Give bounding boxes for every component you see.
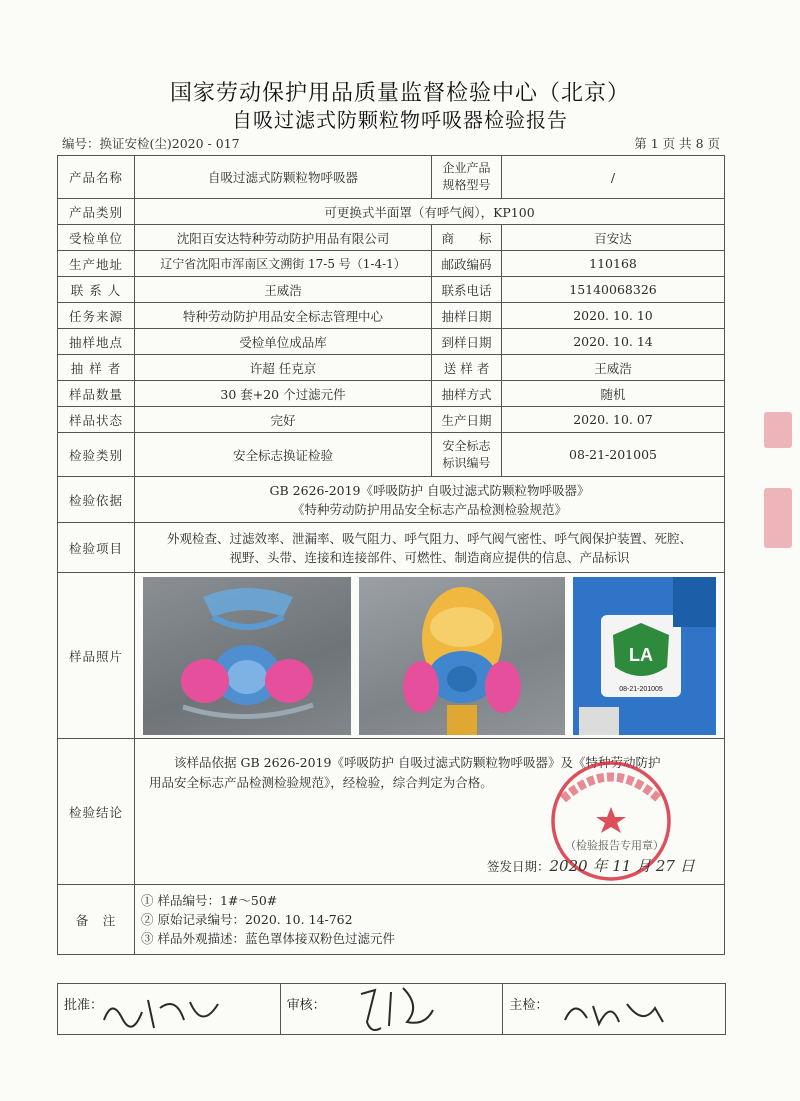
field-label: 抽 样 者 <box>58 355 135 381</box>
field-label: 抽样日期 <box>432 303 502 329</box>
margin-stamp-mark <box>764 412 792 448</box>
items-line: 视野、头带、连接和连接部件、可燃性、制造商应提供的信息、产品标识 <box>229 549 630 565</box>
field-label: 备 注 <box>58 885 135 955</box>
sign-date <box>487 855 695 876</box>
table-row <box>58 407 725 433</box>
field-value <box>135 477 725 523</box>
field-value: 2020. 10. 07 <box>502 407 725 433</box>
inspector-cell <box>503 984 725 1034</box>
table-row <box>58 739 725 885</box>
sample-photos <box>135 573 725 739</box>
margin-stamp-mark <box>764 488 792 548</box>
field-label: 安全标志标识编号 <box>432 433 502 477</box>
remarks-cell <box>135 885 725 955</box>
field-label: 检验结论 <box>58 739 135 885</box>
basis-line: GB 2626-2019《呼吸防护 自吸过滤式防颗粒物呼吸器》 <box>269 482 590 498</box>
field-label: 抽样方式 <box>432 381 502 407</box>
field-value: 2020. 10. 14 <box>502 329 725 355</box>
table-row <box>58 156 725 199</box>
field-value: / <box>502 156 725 199</box>
field-label: 产品名称 <box>58 156 135 199</box>
inspector-signature <box>559 992 679 1032</box>
field-label: 商 标 <box>432 225 502 251</box>
field-label: 生产日期 <box>432 407 502 433</box>
table-row <box>58 573 725 739</box>
field-label: 联 系 人 <box>58 277 135 303</box>
field-label: 企业产品规格型号 <box>432 156 502 199</box>
field-value: 完好 <box>135 407 432 433</box>
table-row <box>58 355 725 381</box>
approve-label: 批准： <box>64 998 104 1013</box>
field-value: 自吸过滤式防颗粒物呼吸器 <box>135 156 432 199</box>
approver-signature <box>98 990 228 1034</box>
field-label: 产品类别 <box>58 199 135 225</box>
table-row <box>58 433 725 477</box>
field-value: 15140068326 <box>502 277 725 303</box>
field-value: 许超 任克京 <box>135 355 432 381</box>
table-row <box>58 885 725 955</box>
field-value: 可更换式半面罩（有呼气阀），KP100 <box>135 199 725 225</box>
field-label: 受检单位 <box>58 225 135 251</box>
field-label: 样品数量 <box>58 381 135 407</box>
field-label: 到样日期 <box>432 329 502 355</box>
field-label: 检验类别 <box>58 433 135 477</box>
field-value: 2020. 10. 10 <box>502 303 725 329</box>
table-row <box>58 199 725 225</box>
field-value: 辽宁省沈阳市浑南区文溯街 17-5 号（1-4-1） <box>135 251 432 277</box>
review-label: 审核： <box>286 998 326 1013</box>
field-label: 检验项目 <box>58 523 135 573</box>
table-row <box>58 303 725 329</box>
table-row <box>58 329 725 355</box>
page-title: 国家劳动保护用品质量监督检验中心（北京） <box>169 81 630 106</box>
table-row <box>58 477 725 523</box>
field-label: 任务来源 <box>58 303 135 329</box>
report-subtitle: 自吸过滤式防颗粒物呼吸器检验报告 <box>232 108 568 132</box>
la-code-text: 08-21-201005 <box>619 685 663 693</box>
conclusion-cell <box>135 739 725 885</box>
stamp-label: （检验报告专用章） <box>565 839 664 852</box>
remark-line: ② 原始记录编号：2020. 10. 14-762 <box>141 912 353 927</box>
field-value: 08-21-201005 <box>502 433 725 477</box>
photo-mask-on-head <box>359 577 565 735</box>
sign-date-value: 2020 年 11 月 27 日 <box>549 857 695 875</box>
basis-line: 《特种劳动防护用品安全标志产品检测检验规范》 <box>291 501 567 517</box>
table-row <box>58 277 725 303</box>
field-value: 随机 <box>502 381 725 407</box>
photo-la-label <box>573 577 716 735</box>
field-value: 王威浩 <box>502 355 725 381</box>
respirator-mask-image <box>143 577 351 735</box>
table-row <box>58 381 725 407</box>
items-line: 外观检查、过滤效率、泄漏率、吸气阻力、呼气阻力、呼气阀气密性、呼气阀保护装置、死腔、 <box>166 530 692 546</box>
table-row <box>58 251 725 277</box>
table-row <box>58 225 725 251</box>
signature-row <box>57 983 726 1035</box>
table-row <box>58 523 725 573</box>
field-label: 邮政编码 <box>432 251 502 277</box>
mask-on-head-image <box>359 577 565 735</box>
field-value: 特种劳动防护用品安全标志管理中心 <box>135 303 432 329</box>
field-label: 样品状态 <box>58 407 135 433</box>
field-value: 百安达 <box>502 225 725 251</box>
page-number: 第 1 页 共 8 页 <box>634 136 720 151</box>
field-label: 联系电话 <box>432 277 502 303</box>
report-table <box>57 155 725 955</box>
field-label: 送 样 者 <box>432 355 502 381</box>
review-cell <box>281 984 504 1034</box>
approve-cell <box>58 984 281 1034</box>
photo-mask-front <box>143 577 351 735</box>
la-label-image <box>573 577 716 735</box>
field-value: 沈阳百安达特种劳动防护用品有限公司 <box>135 225 432 251</box>
sign-date-label: 签发日期： <box>487 859 550 874</box>
field-value: 受检单位成品库 <box>135 329 432 355</box>
inspector-label: 主检： <box>509 998 549 1013</box>
remark-line: ③ 样品外观描述：蓝色罩体接双粉色过滤元件 <box>141 931 395 946</box>
field-label: 样品照片 <box>58 573 135 739</box>
field-label: 检验依据 <box>58 477 135 523</box>
field-label: 生产地址 <box>58 251 135 277</box>
conclusion-text: 该样品依据 GB 2626-2019《呼吸防护 自吸过滤式防颗粒物呼吸器》及《特种劳动防护用品安全标志产品检测检验规范》，经检验，综合判定为合格。 <box>149 755 661 790</box>
field-value: 110168 <box>502 251 725 277</box>
remark-line: ① 样品编号：1#～50# <box>141 893 278 908</box>
field-value: 王威浩 <box>135 277 432 303</box>
field-value <box>135 523 725 573</box>
field-value: 安全标志换证检验 <box>135 433 432 477</box>
report-number: 编号：换证安检(尘)2020 - 017 <box>62 136 240 151</box>
field-value: 30 套+20 个过滤元件 <box>135 381 432 407</box>
reviewer-signature <box>351 982 461 1038</box>
la-mark-text: LA <box>629 644 653 665</box>
field-label: 抽样地点 <box>58 329 135 355</box>
